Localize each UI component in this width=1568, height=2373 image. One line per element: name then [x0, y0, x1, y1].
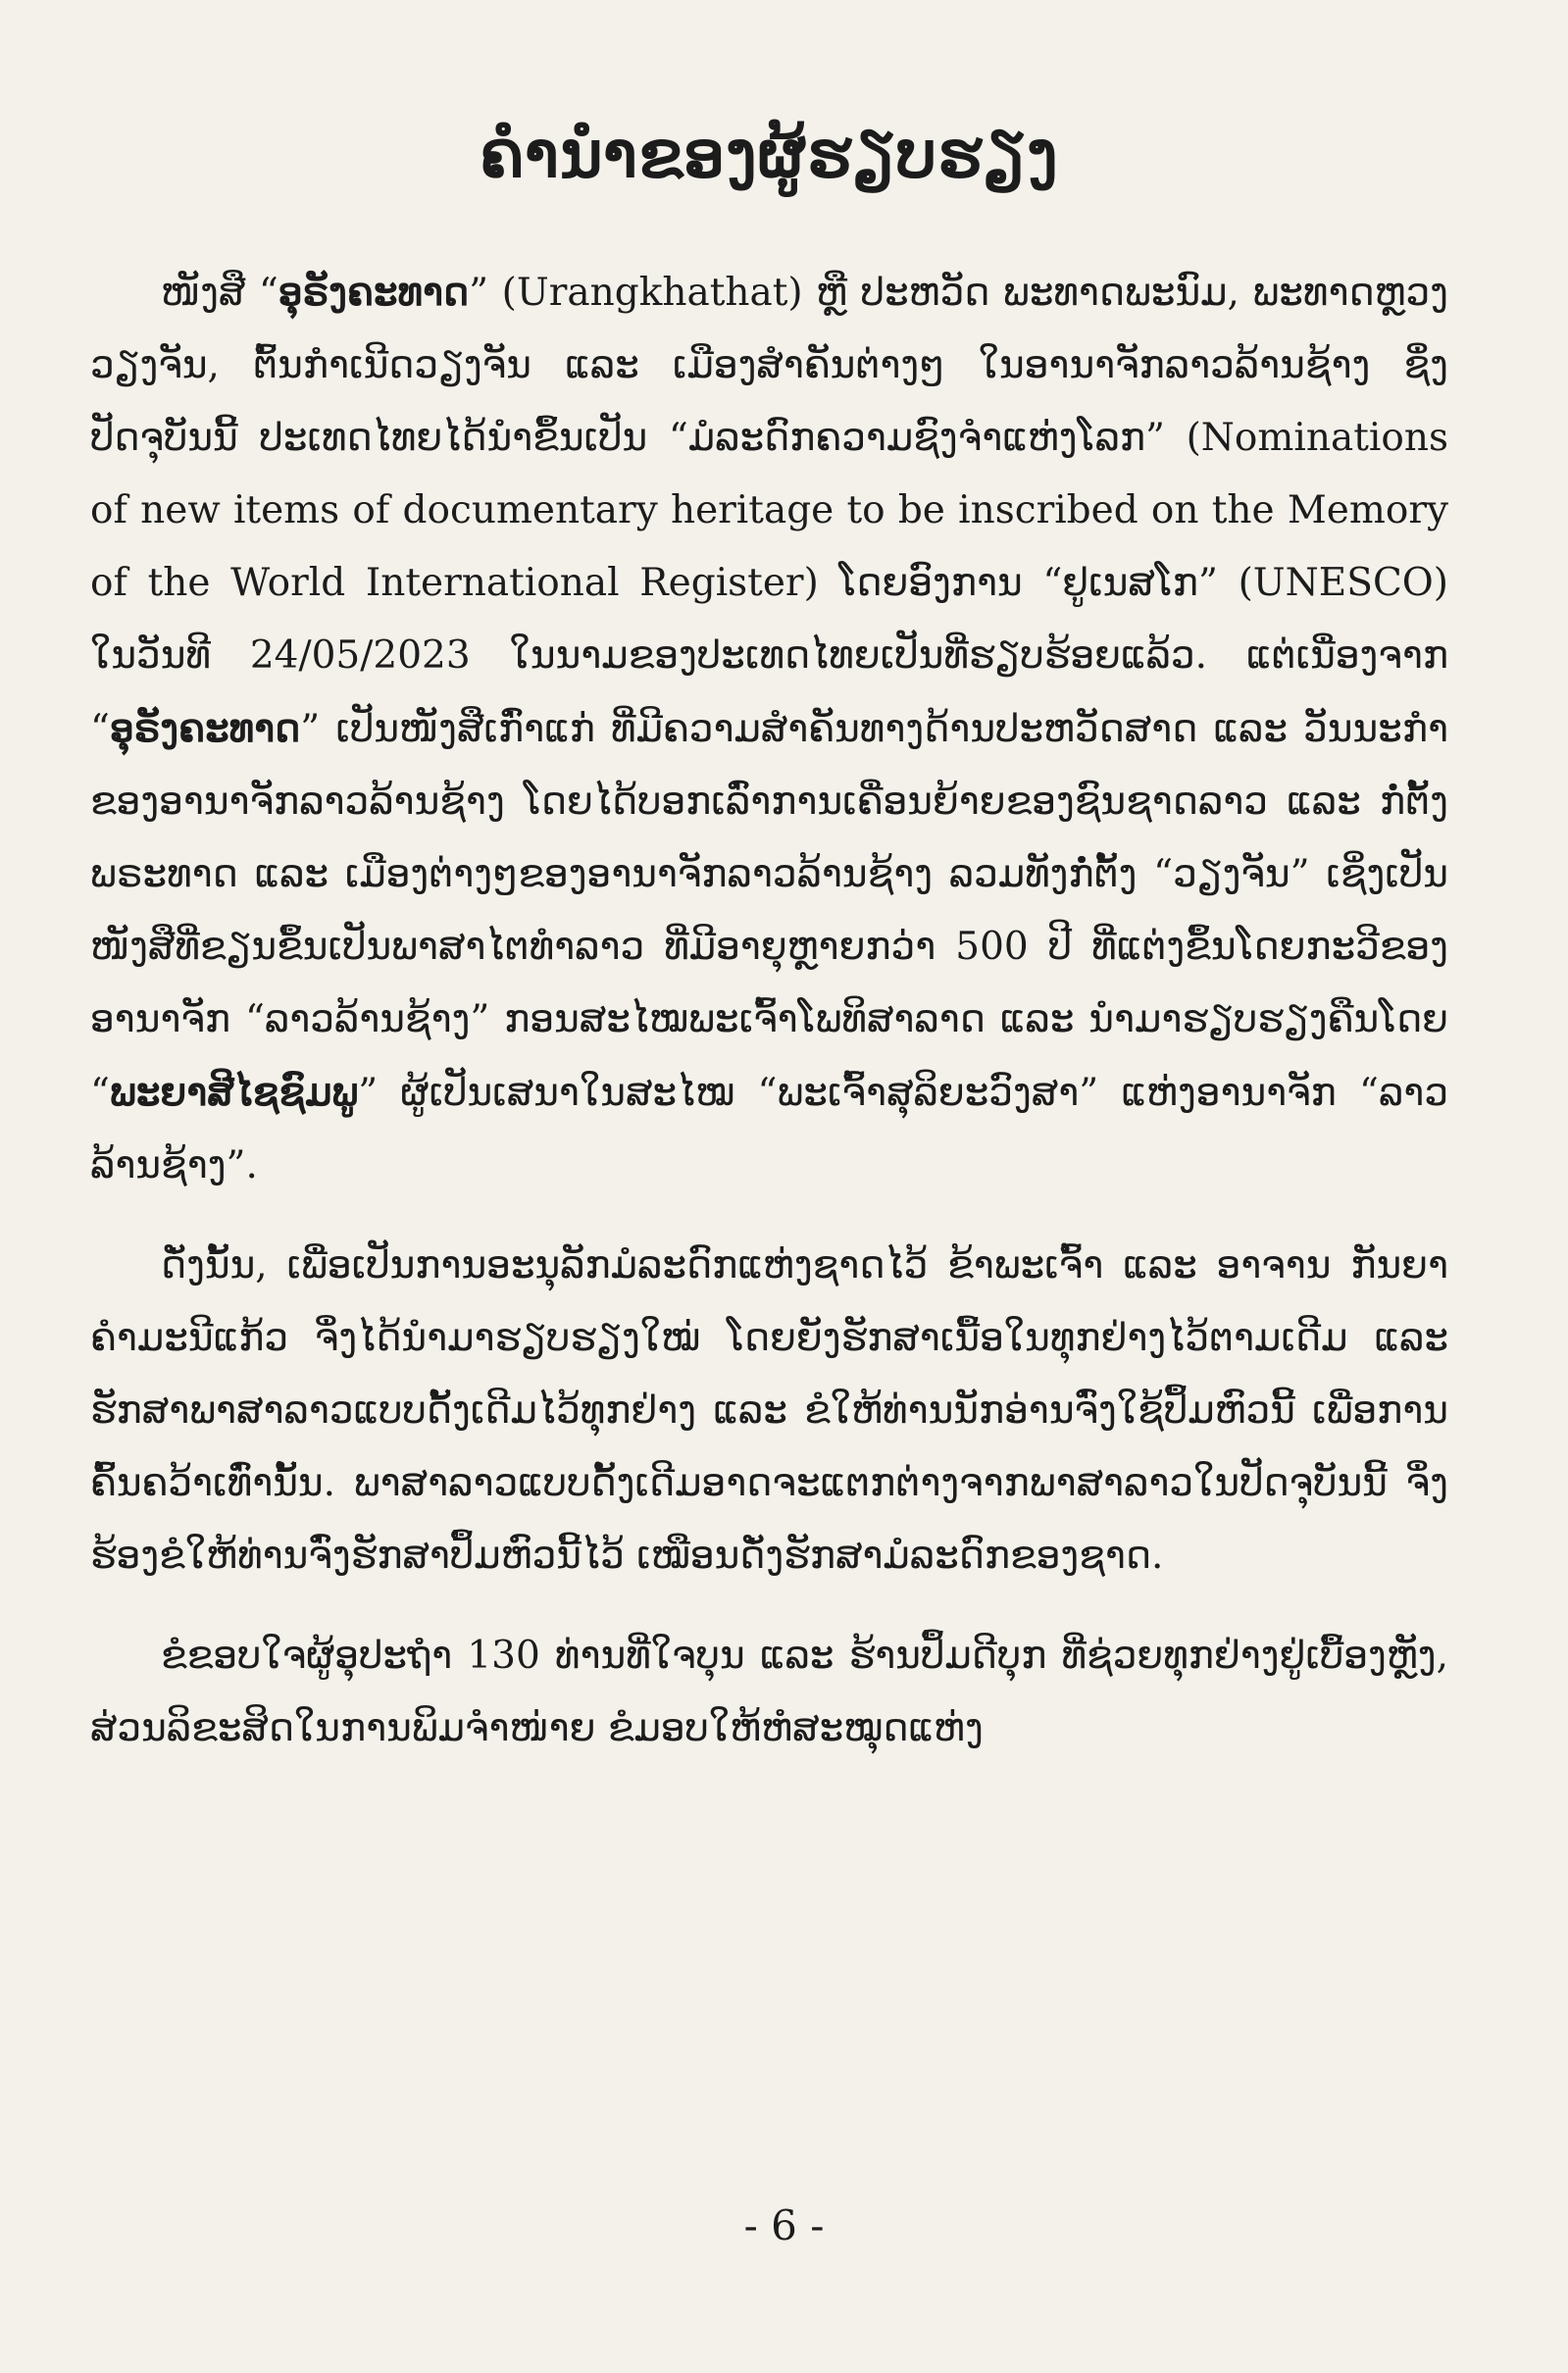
- text-segment: ” ເປັນໜັງສືເກົ່າແກ່ ທີ່ມີຄວາມສຳຄັນທາງດ້ານປະຫວັດສາດ ແລະ ວັນນະກຳຂອງອານາຈັກລາວລ້ານຊ້າງ ໂດຍໄດ້ບອກເລົ່າການເຄື່ອນຍ້າຍຂອງຊົນຊາດລາວ ແລະ ກໍ່ຕັ້ງພຣະທາດ ແລະ ເມືອງຕ່າງໆຂອງອານາຈັກລາວລ້ານຊ້າງ ລວມທັງກໍ່ຕັ້ງ “ວຽງຈັນ” ເຊິ່ງເປັນໜັງສືທີ່ຂຽນຂຶ້ນເປັນພາສາໄຕທຳລາວ ທີ່ມີອາຍຸຫຼາຍກວ່າ 500 ປີ ທີ່ແຕ່ງຂຶ້ນໂດຍກະວີຂອງອານາຈັກ “ລາວລ້ານຊ້າງ” ກອນສະໄໝພະເຈົ້າໂພທິສາລາດ ແລະ ນຳມາຮຽບຮຽງຄືນໂດຍ “: [90, 707, 1448, 1116]
- bold-text-urangkhathat: ອຸຣັງຄະທາດ: [109, 706, 301, 752]
- page-title: ຄຳນຳຂອງຜູ້ຮຽບຮຽງ: [480, 116, 1059, 192]
- text-segment: ຂໍຂອບໃຈຜູ້ອຸປະຖຳ 130 ທ່ານທີ່ໃຈບຸນ ແລະ ຮ້ານປຶ້ມດີບຸກ ທີ່ຊ່ວຍທຸກຢ່າງຢູ່ເບື້ອງຫຼັງ, ສ່ວນລິຂະສິດໃນການພິມຈຳໜ່າຍ ຂໍມອບໃຫ້ຫໍສະໝຸດແຫ່ງ: [90, 1634, 1448, 1751]
- paragraph-2: [90, 1230, 1448, 1592]
- body-text: [90, 256, 1448, 1765]
- text-segment: ” (Urangkhathat) ຫຼື ປະຫວັດ ພະທາດພະນົມ, ພະທາດຫຼວງວຽງຈັນ, ຕົ້ນກຳເນີດວຽງຈັນ ແລະ ເມືອງສຳຄັນຕ່າງໆ ໃນອານາຈັກລາວລ້ານຊ້າງ ຊຶ່ງປັດຈຸບັນນີ້ ປະເທດໄທຍໄດ້ນຳຂຶ້ນເປັນ “ມໍລະດົກຄວາມຊົງຈຳແຫ່ງໂລກ” (Nominations of new items of documentary heritage to be inscribed on the Memory of the World International Register) ໂດຍອົງການ “ຢູເນສໂກ” (UNESCO) ໃນວັນທີ 24/05/2023 ໃນນາມຂອງປະເທດໄທຍເປັນທີ່ຮຽບຮ້ອຍແລ້ວ. ແຕ່ເນື່ອງຈາກ “: [90, 271, 1448, 752]
- text-segment: ໜັງສື “: [161, 271, 278, 316]
- paragraph-3: [90, 1620, 1448, 1765]
- paragraph-1: [90, 256, 1448, 1202]
- text-segment: ” ຜູ້ເປັນເສນາໃນສະໄໝ “ພະເຈົ້າສຸລິຍະວົງສາ” ແຫ່ງອານາຈັກ “ລາວລ້ານຊ້າງ”.: [90, 1071, 1448, 1188]
- page-number: - 6 -: [743, 2201, 825, 2249]
- text-segment: ດັ່ງນັ້ນ, ເພື່ອເປັນການອະນຸລັກມໍລະດົກແຫ່ງຊາດໄວ້ ຂ້າພະເຈົ້າ ແລະ ອາຈານ ກັນຍາ ຄຳມະນີແກ້ວ ຈຶ່ງໄດ້ນຳມາຮຽບຮຽງໃໝ່ ໂດຍຍັງຮັກສາເນື້ອໃນທຸກຢ່າງໄວ້ຕາມເດີມ ແລະ ຮັກສາພາສາລາວແບບດັ້ງເດີມໄວ້ທຸກຢ່າງ ແລະ ຂໍໃຫ້ທ່ານນັກອ່ານຈົ່ງໃຊ້ປຶ້ມຫົວນີ້ ເພື່ອການຄົ້ນຄວ້າເທົ່ານັ້ນ. ພາສາລາວແບບດັ້ງເດີມອາດຈະແຕກຕ່າງຈາກພາສາລາວໃນປັດຈຸບັນນີ້ ຈຶ່ງຮ້ອງຂໍໃຫ້ທ່ານຈົ່ງຮັກສາປຶ້ມຫົວນີ້ໄວ້ ເໝືອນດັ່ງຮັກສາມໍລະດົກຂອງຊາດ.: [90, 1243, 1448, 1579]
- bold-text-author-name: ພະຍາສີໄຊຊົມພູ: [109, 1070, 359, 1116]
- bold-text-urangkhathat: ອຸຣັງຄະທາດ: [278, 270, 470, 316]
